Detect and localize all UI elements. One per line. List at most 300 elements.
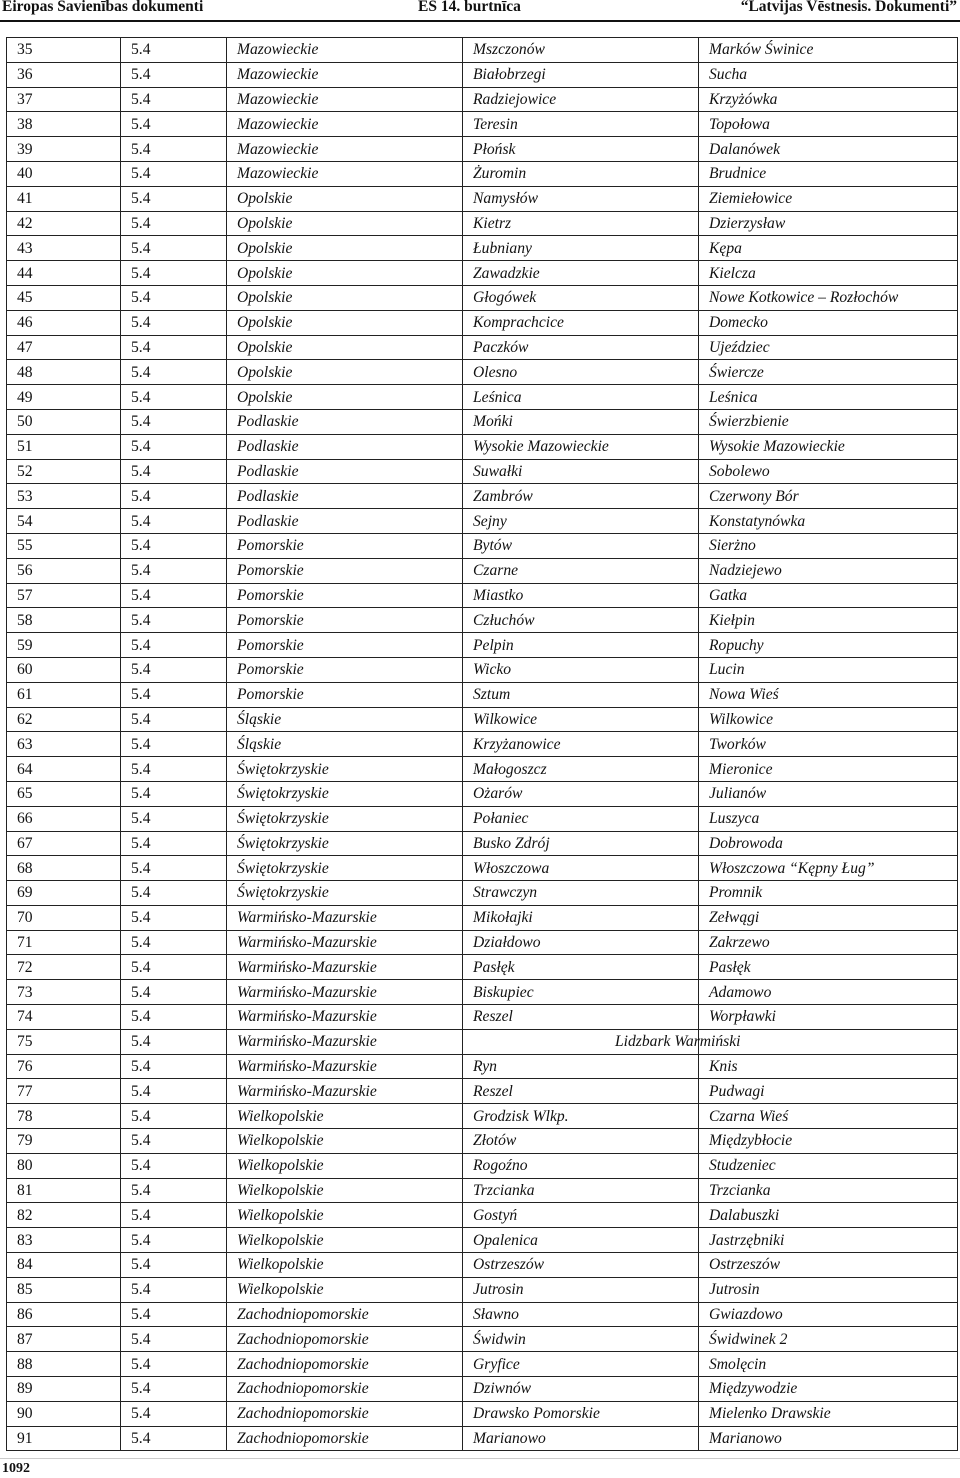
table-row xyxy=(7,1352,958,1377)
cell-measure-code: 5.4 xyxy=(121,558,227,583)
cell-locality: Smolęcin xyxy=(699,1352,958,1377)
cell-locality: Sucha xyxy=(699,62,958,87)
cell-locality: Mielenko Drawskie xyxy=(699,1401,958,1426)
cell-row-number: 68 xyxy=(7,856,121,881)
cell-row-number: 79 xyxy=(7,1129,121,1154)
cell-locality: Nowe Kotkowice – Rozłochów xyxy=(699,285,958,310)
cell-locality: Świdwinek 2 xyxy=(699,1327,958,1352)
cell-region: Warmińsko-Mazurskie xyxy=(227,980,463,1005)
cell-municipality: Sztum xyxy=(463,682,699,707)
cell-region: Podlaskie xyxy=(227,509,463,534)
cell-measure-code: 5.4 xyxy=(121,1054,227,1079)
cell-measure-code: 5.4 xyxy=(121,930,227,955)
cell-measure-code: 5.4 xyxy=(121,1352,227,1377)
cell-locality: Zełwągi xyxy=(699,905,958,930)
cell-measure-code: 5.4 xyxy=(121,1203,227,1228)
cell-measure-code: 5.4 xyxy=(121,62,227,87)
cell-measure-code: 5.4 xyxy=(121,1253,227,1278)
cell-region: Pomorskie xyxy=(227,657,463,682)
cell-measure-code: 5.4 xyxy=(121,608,227,633)
cell-row-number: 74 xyxy=(7,1005,121,1030)
table-row xyxy=(7,459,958,484)
cell-row-number: 77 xyxy=(7,1079,121,1104)
cell-municipality: Połaniec xyxy=(463,806,699,831)
cell-region: Pomorskie xyxy=(227,633,463,658)
cell-region: Wielkopolskie xyxy=(227,1277,463,1302)
table-row xyxy=(7,831,958,856)
cell-municipality: Gryfice xyxy=(463,1352,699,1377)
header-publication-section: Eiropas Savienības dokumenti xyxy=(2,0,204,15)
cell-row-number: 69 xyxy=(7,881,121,906)
cell-region: Mazowieckie xyxy=(227,62,463,87)
cell-locality: Dalabuszki xyxy=(699,1203,958,1228)
cell-row-number: 49 xyxy=(7,385,121,410)
cell-municipality: Bytów xyxy=(463,533,699,558)
cell-region: Świętokrzyskie xyxy=(227,856,463,881)
cell-municipality: Trzcianka xyxy=(463,1178,699,1203)
cell-measure-code: 5.4 xyxy=(121,509,227,534)
cell-municipality: Miastko xyxy=(463,583,699,608)
cell-locality: Trzcianka xyxy=(699,1178,958,1203)
cell-municipality: Dziwnów xyxy=(463,1377,699,1402)
cell-region: Pomorskie xyxy=(227,608,463,633)
cell-row-number: 82 xyxy=(7,1203,121,1228)
cell-row-number: 43 xyxy=(7,236,121,261)
cell-measure-code: 5.4 xyxy=(121,211,227,236)
cell-row-number: 84 xyxy=(7,1253,121,1278)
cell-measure-code: 5.4 xyxy=(121,1129,227,1154)
table-row xyxy=(7,881,958,906)
cell-measure-code: 5.4 xyxy=(121,533,227,558)
table-row xyxy=(7,930,958,955)
cell-row-number: 80 xyxy=(7,1153,121,1178)
cell-measure-code: 5.4 xyxy=(121,484,227,509)
cell-row-number: 51 xyxy=(7,434,121,459)
cell-locality: Luszyca xyxy=(699,806,958,831)
cell-measure-code: 5.4 xyxy=(121,1079,227,1104)
cell-row-number: 45 xyxy=(7,285,121,310)
cell-municipality: Krzyżanowice xyxy=(463,732,699,757)
cell-municipality: Człuchów xyxy=(463,608,699,633)
cell-municipality: Wicko xyxy=(463,657,699,682)
cell-region: Świętokrzyskie xyxy=(227,831,463,856)
cell-municipality: Łubniany xyxy=(463,236,699,261)
cell-measure-code: 5.4 xyxy=(121,1178,227,1203)
cell-municipality: Kietrz xyxy=(463,211,699,236)
cell-locality: Czerwony Bór xyxy=(699,484,958,509)
cell-region: Opolskie xyxy=(227,385,463,410)
table-row xyxy=(7,757,958,782)
cell-region: Warmińsko-Mazurskie xyxy=(227,1029,463,1054)
cell-region: Opolskie xyxy=(227,211,463,236)
cell-measure-code: 5.4 xyxy=(121,137,227,162)
cell-locality: Wilkowice xyxy=(699,707,958,732)
cell-region: Opolskie xyxy=(227,261,463,286)
cell-measure-code: 5.4 xyxy=(121,1426,227,1451)
cell-locality: Nadziejewo xyxy=(699,558,958,583)
cell-row-number: 41 xyxy=(7,186,121,211)
cell-locality: Brudnice xyxy=(699,161,958,186)
cell-locality: Mieronice xyxy=(699,757,958,782)
cell-measure-code: 5.4 xyxy=(121,682,227,707)
cell-municipality: Mszczonów xyxy=(463,38,699,63)
cell-region: Wielkopolskie xyxy=(227,1203,463,1228)
cell-measure-code: 5.4 xyxy=(121,1005,227,1030)
cell-measure-code: 5.4 xyxy=(121,881,227,906)
cell-municipality: Namysłów xyxy=(463,186,699,211)
page-header xyxy=(0,0,960,22)
cell-locality: Ujeździec xyxy=(699,335,958,360)
cell-locality: Sobolewo xyxy=(699,459,958,484)
cell-municipality: Złotów xyxy=(463,1129,699,1154)
cell-row-number: 71 xyxy=(7,930,121,955)
cell-measure-code: 5.4 xyxy=(121,112,227,137)
table-row xyxy=(7,781,958,806)
cell-locality: Marianowo xyxy=(699,1426,958,1451)
table-row xyxy=(7,707,958,732)
cell-row-number: 58 xyxy=(7,608,121,633)
cell-measure-code: 5.4 xyxy=(121,657,227,682)
cell-region: Opolskie xyxy=(227,186,463,211)
cell-row-number: 75 xyxy=(7,1029,121,1054)
cell-measure-code: 5.4 xyxy=(121,1104,227,1129)
cell-region: Wielkopolskie xyxy=(227,1228,463,1253)
cell-locality: Dzierzysław xyxy=(699,211,958,236)
cell-row-number: 59 xyxy=(7,633,121,658)
cell-row-number: 61 xyxy=(7,682,121,707)
cell-measure-code: 5.4 xyxy=(121,38,227,63)
table-row xyxy=(7,484,958,509)
cell-row-number: 66 xyxy=(7,806,121,831)
cell-locality xyxy=(615,1029,958,1054)
header-journal-title: “Latvijas Vēstnesis. Dokumenti” xyxy=(740,0,957,15)
table-row xyxy=(7,385,958,410)
cell-row-number: 88 xyxy=(7,1352,121,1377)
cell-row-number: 60 xyxy=(7,657,121,682)
footer-divider xyxy=(0,1458,960,1459)
cell-municipality: Grodzisk Wlkp. xyxy=(463,1104,699,1129)
cell-region: Świętokrzyskie xyxy=(227,757,463,782)
table-row xyxy=(7,236,958,261)
cell-municipality: Wilkowice xyxy=(463,707,699,732)
cell-row-number: 89 xyxy=(7,1377,121,1402)
cell-municipality: Reszel xyxy=(463,1079,699,1104)
cell-municipality: Włoszczowa xyxy=(463,856,699,881)
cell-measure-code: 5.4 xyxy=(121,459,227,484)
cell-region: Wielkopolskie xyxy=(227,1104,463,1129)
cell-locality: Kępa xyxy=(699,236,958,261)
cell-municipality: Strawczyn xyxy=(463,881,699,906)
cell-locality: Knis xyxy=(699,1054,958,1079)
table-row xyxy=(7,360,958,385)
cell-locality: Konstatynówka xyxy=(699,509,958,534)
cell-municipality: Teresin xyxy=(463,112,699,137)
header-issue: ES 14. burtnīca xyxy=(418,0,521,15)
cell-locality: Nowa Wieś xyxy=(699,682,958,707)
cell-locality: Ostrzeszów xyxy=(699,1253,958,1278)
table-row xyxy=(7,1203,958,1228)
cell-row-number: 48 xyxy=(7,360,121,385)
cell-region: Warmińsko-Mazurskie xyxy=(227,1054,463,1079)
cell-municipality: Busko Zdrój xyxy=(463,831,699,856)
cell-measure-code: 5.4 xyxy=(121,955,227,980)
cell-row-number: 39 xyxy=(7,137,121,162)
cell-locality: Zakrzewo xyxy=(699,930,958,955)
cell-measure-code: 5.4 xyxy=(121,285,227,310)
cell-region: Podlaskie xyxy=(227,434,463,459)
table-row xyxy=(7,955,958,980)
cell-region: Mazowieckie xyxy=(227,137,463,162)
cell-region: Zachodniopomorskie xyxy=(227,1302,463,1327)
cell-measure-code: 5.4 xyxy=(121,1377,227,1402)
table-row xyxy=(7,806,958,831)
table-row xyxy=(7,583,958,608)
cell-measure-code: 5.4 xyxy=(121,310,227,335)
table-row xyxy=(7,1178,958,1203)
header-divider xyxy=(0,20,960,22)
cell-region: Zachodniopomorskie xyxy=(227,1401,463,1426)
cell-row-number: 40 xyxy=(7,161,121,186)
cell-municipality: Zambrów xyxy=(463,484,699,509)
cell-row-number: 57 xyxy=(7,583,121,608)
cell-locality: Wysokie Mazowieckie xyxy=(699,434,958,459)
cell-measure-code: 5.4 xyxy=(121,633,227,658)
cell-locality: Świercze xyxy=(699,360,958,385)
cell-locality: Ropuchy xyxy=(699,633,958,658)
table-row xyxy=(7,657,958,682)
cell-measure-code: 5.4 xyxy=(121,583,227,608)
cell-measure-code: 5.4 xyxy=(121,732,227,757)
cell-row-number: 78 xyxy=(7,1104,121,1129)
cell-locality: Sierżno xyxy=(699,533,958,558)
table-row xyxy=(7,732,958,757)
cell-municipality: Biskupiec xyxy=(463,980,699,1005)
cell-region: Podlaskie xyxy=(227,484,463,509)
table-row xyxy=(7,62,958,87)
cell-locality: Włoszczowa “Kępny Ług” xyxy=(699,856,958,881)
cell-measure-code: 5.4 xyxy=(121,236,227,261)
cell-locality: Międzybłocie xyxy=(699,1129,958,1154)
cell-municipality: Jutrosin xyxy=(463,1277,699,1302)
cell-region: Pomorskie xyxy=(227,533,463,558)
cell-municipality: Mońki xyxy=(463,409,699,434)
cell-municipality: Leśnica xyxy=(463,385,699,410)
cell-locality: Gwiazdowo xyxy=(699,1302,958,1327)
cell-locality: Promnik xyxy=(699,881,958,906)
table-row xyxy=(7,1104,958,1129)
cell-municipality: Płońsk xyxy=(463,137,699,162)
table-row xyxy=(7,1401,958,1426)
cell-region: Warmińsko-Mazurskie xyxy=(227,1005,463,1030)
cell-region: Opolskie xyxy=(227,335,463,360)
table-row xyxy=(7,633,958,658)
cell-row-number: 35 xyxy=(7,38,121,63)
cell-region: Podlaskie xyxy=(227,459,463,484)
cell-municipality: Suwałki xyxy=(463,459,699,484)
cell-region: Opolskie xyxy=(227,285,463,310)
cell-region: Świętokrzyskie xyxy=(227,881,463,906)
page-number: 1092 xyxy=(2,1461,30,1476)
cell-locality: Leśnica xyxy=(699,385,958,410)
table-row xyxy=(7,1327,958,1352)
cell-municipality: Opalenica xyxy=(463,1228,699,1253)
cell-region: Świętokrzyskie xyxy=(227,781,463,806)
cell-row-number: 38 xyxy=(7,112,121,137)
cell-municipality: Ostrzeszów xyxy=(463,1253,699,1278)
table-row xyxy=(7,310,958,335)
cell-region: Warmińsko-Mazurskie xyxy=(227,905,463,930)
cell-region: Warmińsko-Mazurskie xyxy=(227,955,463,980)
cell-row-number: 50 xyxy=(7,409,121,434)
table-row xyxy=(7,558,958,583)
locations-table xyxy=(6,37,958,1451)
cell-row-number: 54 xyxy=(7,509,121,534)
table-row xyxy=(7,186,958,211)
cell-municipality: Ryn xyxy=(463,1054,699,1079)
cell-row-number: 36 xyxy=(7,62,121,87)
cell-measure-code: 5.4 xyxy=(121,856,227,881)
cell-locality: Studzeniec xyxy=(699,1153,958,1178)
cell-region: Warmińsko-Mazurskie xyxy=(227,930,463,955)
cell-measure-code: 5.4 xyxy=(121,781,227,806)
cell-measure-code: 5.4 xyxy=(121,161,227,186)
cell-row-number: 56 xyxy=(7,558,121,583)
cell-region: Świętokrzyskie xyxy=(227,806,463,831)
table-row xyxy=(7,1302,958,1327)
cell-municipality: Wysokie Mazowieckie xyxy=(463,434,699,459)
cell-region: Opolskie xyxy=(227,360,463,385)
cell-row-number: 46 xyxy=(7,310,121,335)
table-row xyxy=(7,1253,958,1278)
cell-municipality: Zawadzkie xyxy=(463,261,699,286)
cell-region: Wielkopolskie xyxy=(227,1129,463,1154)
cell-region: Śląskie xyxy=(227,732,463,757)
cell-row-number: 86 xyxy=(7,1302,121,1327)
cell-locality: Dobrowoda xyxy=(699,831,958,856)
cell-region: Wielkopolskie xyxy=(227,1153,463,1178)
cell-measure-code: 5.4 xyxy=(121,186,227,211)
cell-measure-code: 5.4 xyxy=(121,1228,227,1253)
table-row xyxy=(7,285,958,310)
cell-measure-code: 5.4 xyxy=(121,1302,227,1327)
cell-municipality: Drawsko Pomorskie xyxy=(463,1401,699,1426)
cell-region: Opolskie xyxy=(227,310,463,335)
cell-municipality: Białobrzegi xyxy=(463,62,699,87)
cell-region: Zachodniopomorskie xyxy=(227,1426,463,1451)
cell-row-number: 83 xyxy=(7,1228,121,1253)
cell-measure-code: 5.4 xyxy=(121,1153,227,1178)
table-row xyxy=(7,682,958,707)
table-row xyxy=(7,1029,958,1054)
cell-measure-code: 5.4 xyxy=(121,905,227,930)
cell-row-number: 73 xyxy=(7,980,121,1005)
cell-region: Pomorskie xyxy=(227,558,463,583)
cell-locality: Julianów xyxy=(699,781,958,806)
cell-measure-code: 5.4 xyxy=(121,806,227,831)
cell-region: Mazowieckie xyxy=(227,87,463,112)
cell-region: Pomorskie xyxy=(227,583,463,608)
cell-measure-code: 5.4 xyxy=(121,409,227,434)
cell-region: Mazowieckie xyxy=(227,161,463,186)
cell-row-number: 87 xyxy=(7,1327,121,1352)
table-row xyxy=(7,533,958,558)
cell-measure-code: 5.4 xyxy=(121,1401,227,1426)
cell-measure-code: 5.4 xyxy=(121,757,227,782)
cell-row-number: 53 xyxy=(7,484,121,509)
cell-measure-code: 5.4 xyxy=(121,434,227,459)
cell-municipality: Sławno xyxy=(463,1302,699,1327)
cell-locality: Kielcza xyxy=(699,261,958,286)
cell-municipality: Marianowo xyxy=(463,1426,699,1451)
cell-region: Śląskie xyxy=(227,707,463,732)
table-row xyxy=(7,1228,958,1253)
table-row xyxy=(7,1153,958,1178)
cell-locality: Pudwagi xyxy=(699,1079,958,1104)
cell-municipality: Komprachcice xyxy=(463,310,699,335)
cell-locality: Dalanówek xyxy=(699,137,958,162)
cell-locality: Tworków xyxy=(699,732,958,757)
cell-locality: Świerzbienie xyxy=(699,409,958,434)
cell-municipality: Żuromin xyxy=(463,161,699,186)
cell-row-number: 67 xyxy=(7,831,121,856)
table-row xyxy=(7,1079,958,1104)
cell-municipality: Pelpin xyxy=(463,633,699,658)
cell-locality: Topołowa xyxy=(699,112,958,137)
cell-municipality: Mikołajki xyxy=(463,905,699,930)
cell-measure-code: 5.4 xyxy=(121,831,227,856)
table-row xyxy=(7,137,958,162)
cell-municipality: Rogoźno xyxy=(463,1153,699,1178)
cell-measure-code: 5.4 xyxy=(121,261,227,286)
cell-region: Zachodniopomorskie xyxy=(227,1352,463,1377)
cell-locality: Jastrzębniki xyxy=(699,1228,958,1253)
cell-measure-code: 5.4 xyxy=(121,385,227,410)
cell-locality: Adamowo xyxy=(699,980,958,1005)
cell-municipality: Czarne xyxy=(463,558,699,583)
cell-measure-code: 5.4 xyxy=(121,707,227,732)
table-row xyxy=(7,856,958,881)
cell-measure-code: 5.4 xyxy=(121,1029,227,1054)
cell-row-number: 42 xyxy=(7,211,121,236)
cell-row-number: 55 xyxy=(7,533,121,558)
cell-region: Zachodniopomorskie xyxy=(227,1327,463,1352)
cell-locality: Krzyżówka xyxy=(699,87,958,112)
cell-locality: Jutrosin xyxy=(699,1277,958,1302)
table-row xyxy=(7,980,958,1005)
cell-municipality: Sejny xyxy=(463,509,699,534)
cell-row-number: 63 xyxy=(7,732,121,757)
cell-municipality: Głogówek xyxy=(463,285,699,310)
table-row xyxy=(7,608,958,633)
cell-measure-code: 5.4 xyxy=(121,360,227,385)
locations-table-body xyxy=(7,38,958,1451)
cell-locality: Międzywodzie xyxy=(699,1377,958,1402)
table-row xyxy=(7,1054,958,1079)
cell-row-number: 90 xyxy=(7,1401,121,1426)
table-row xyxy=(7,87,958,112)
cell-region: Podlaskie xyxy=(227,409,463,434)
table-row xyxy=(7,261,958,286)
cell-locality: Marków Świnice xyxy=(699,38,958,63)
cell-row-number: 52 xyxy=(7,459,121,484)
table-row xyxy=(7,1277,958,1302)
cell-region: Wielkopolskie xyxy=(227,1178,463,1203)
cell-row-number: 37 xyxy=(7,87,121,112)
cell-row-number: 64 xyxy=(7,757,121,782)
cell-locality: Ziemiełowice xyxy=(699,186,958,211)
table-row xyxy=(7,409,958,434)
cell-municipality: Gostyń xyxy=(463,1203,699,1228)
